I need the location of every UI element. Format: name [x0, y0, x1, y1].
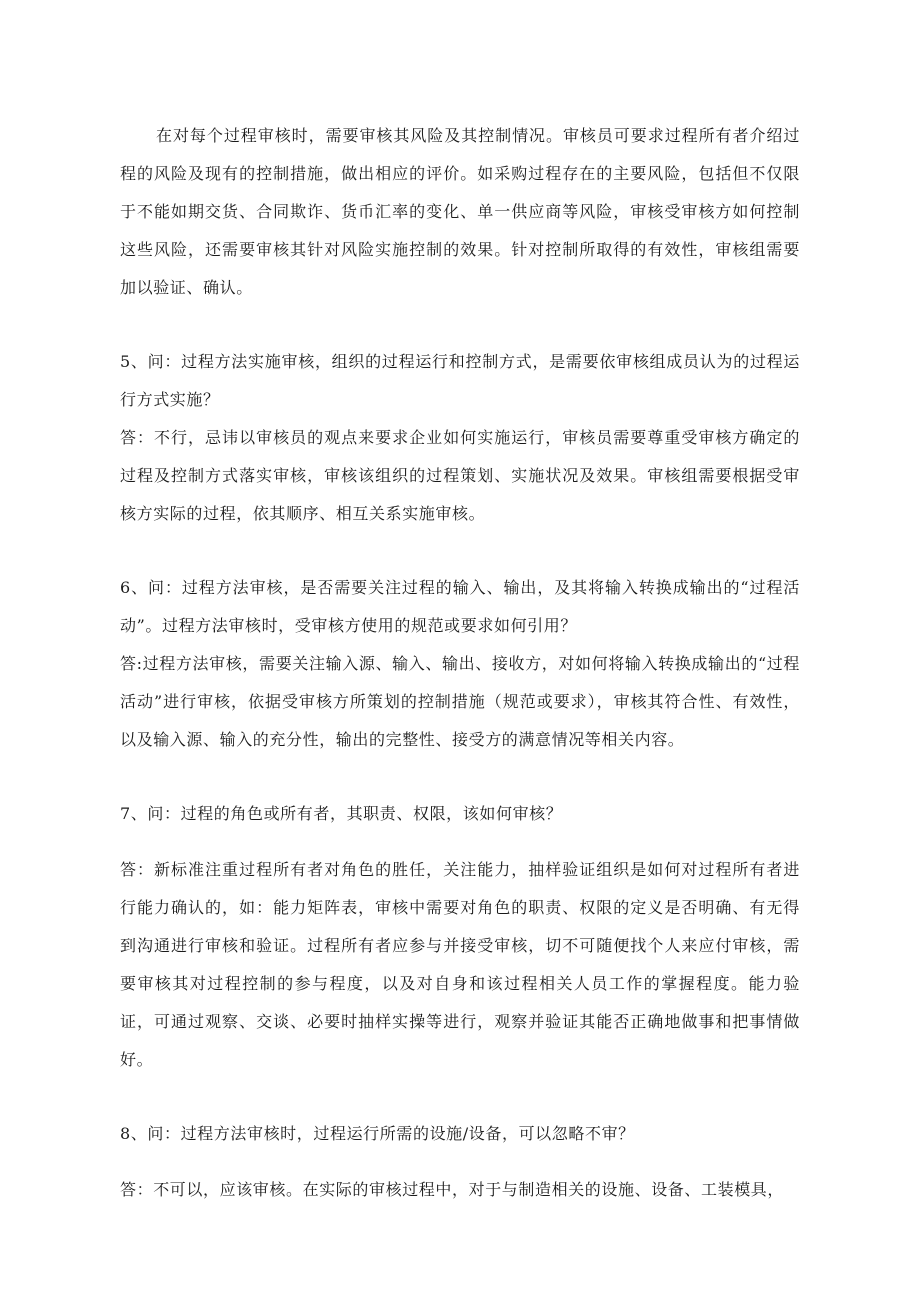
spacer [120, 1079, 800, 1115]
question-7: 7、问：过程的角色或所有者，其职责、权限，该如何审核？ [120, 804, 563, 823]
question-6: 6、问：过程方法审核，是否需要关注过程的输入、输出，及其将输入转换成输出的“过程活动”。过程方法审核时，受审核方使用的规范或要求如何引用？ [120, 578, 800, 635]
answer-5: 答：不行，忌讳以审核员的观点来要求企业如何实施运行，审核员需要尊重受审核方确定的过程及控制方式落实审核，审核该组织的过程策划、实施状况及效果。审核组需要根据受审核方实际的过程，依其顺序、相互关系实施审核。 [120, 428, 800, 523]
document-page [120, 117, 800, 1209]
spacer [120, 533, 800, 569]
answer-8: 答：不可以，应该审核。在实际的审核过程中，对于与制造相关的设施、设备、工装模具， [120, 1180, 785, 1199]
answer-7: 答：新标准注重过程所有者对角色的胜任，关注能力，抽样验证组织是如何对过程所有者进行能力确认的，如：能力矩阵表，审核中需要对角色的职责、权限的定义是否明确、有无得到沟通进行审核和验证。过程所有者应参与并接受审核，切不可随便找个人来应付审核，需要审核其对过程控制的参与程度，以及对自身和该过程相关人员工作的掌握程度。能力验证，可通过观察、交谈、必要时抽样实操等进行，观察并验证其能否正确地做事和把事情做好。 [120, 860, 800, 1069]
spacer [120, 307, 800, 343]
answer-6: 答:过程方法审核，需要关注输入源、输入、输出、接收方，对如何将输入转换成输出的“过程活动”进行审核，依据受审核方所策划的控制措施（规范或要求），审核其符合性、有效性，以及输入源、输入的充分性，输出的完整性、接受方的满意情况等相关内容。 [120, 654, 800, 749]
question-5: 5、问：过程方法实施审核，组织的过程运行和控制方式，是需要依审核组成员认为的过程运行方式实施？ [120, 352, 800, 409]
intro-paragraph: 在对每个过程审核时，需要审核其风险及其控制情况。审核员可要求过程所有者介绍过程的风险及现有的控制措施，做出相应的评价。如采购过程存在的主要风险，包括但不仅限于不能如期交货、合同欺诈、货币汇率的变化、单一供应商等风险，审核受审核方如何控制这些风险，还需要审核其针对风险实施控制的效果。针对控制所取得的有效性，审核组需要加以验证、确认。 [120, 126, 800, 297]
spacer [120, 759, 800, 795]
spacer [120, 1153, 800, 1171]
spacer [120, 833, 800, 851]
question-8: 8、问：过程方法审核时，过程运行所需的设施/设备，可以忽略不审？ [120, 1124, 635, 1143]
